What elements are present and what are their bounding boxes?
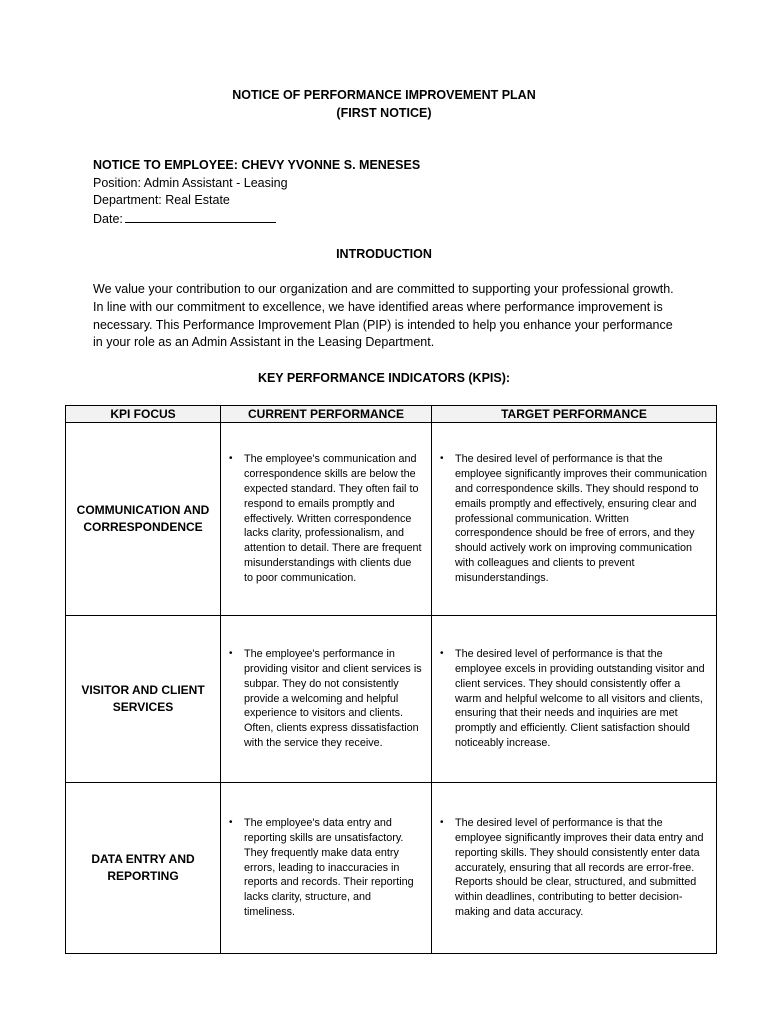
header-current-performance: CURRENT PERFORMANCE: [221, 406, 432, 423]
bullet-icon: •: [440, 817, 444, 829]
document-subtitle: (FIRST NOTICE): [336, 106, 432, 120]
target-performance-cell: [432, 423, 717, 616]
target-performance-cell: [432, 616, 717, 783]
bullet-icon: •: [440, 648, 444, 660]
table-header-row: [66, 406, 717, 423]
target-performance-cell: [432, 783, 717, 954]
current-performance-cell: [221, 783, 432, 954]
current-performance-text: The employee's performance in providing visitor and client services is subpar. They do not consistently provide a welcoming and helpful experience to visitors and clients. Often, clients express dissatisfaction with the service they receive.: [244, 648, 422, 749]
target-performance-text: The desired level of performance is that the employee excels in providing outstanding visitor and client services. They should consistently offer a warm and helpful welcome to all visitors and clients, ensuring that their needs and inquiries are met promptly and efficiently. Client satisfaction should noticeably increase.: [455, 648, 705, 749]
notice-to-employee: NOTICE TO EMPLOYEE: CHEVY YVONNE S. MENESES: [93, 158, 421, 172]
introduction-paragraph: We value your contribution to our organization and are committed to supporting your professional growth. In line with our commitment to excellence, we have identified areas where performance improvement is necessary. This Performance Improvement Plan (PIP) is intended to help you enhance your performance in your role as an Admin Assistant in the Leasing Department.: [93, 282, 674, 350]
header-target-performance: TARGET PERFORMANCE: [432, 406, 717, 423]
bullet-icon: •: [229, 817, 233, 829]
department-line: Department: Real Estate: [93, 193, 230, 207]
current-performance-text: The employee's communication and correspondence skills are below the expected standard. They often fail to respond to emails promptly and effectively. Written correspondence lacks clarity, professionalism, and attention to detail. There are frequent misunderstandings with clients due to poor communication.: [244, 453, 422, 584]
document-title: NOTICE OF PERFORMANCE IMPROVEMENT PLAN: [232, 88, 536, 102]
kpi-heading: KEY PERFORMANCE INDICATORS (KPIS):: [257, 371, 511, 385]
date-blank: [125, 210, 276, 223]
current-performance-text: The employee's data entry and reporting skills are unsatisfactory. They frequently make data entry errors, leading to inaccuracies in reports and records. Their reporting lacks clarity, structure, and timeliness.: [244, 817, 414, 918]
current-performance-cell: [221, 616, 432, 783]
date-line: [93, 210, 420, 229]
bullet-icon: •: [229, 648, 233, 660]
kpi-focus-cell: COMMUNICATION AND CORRESPONDENCE: [66, 423, 221, 616]
kpi-table: [65, 405, 717, 954]
position-line: Position: Admin Assistant - Leasing: [93, 175, 288, 190]
kpi-focus-cell: VISITOR AND CLIENT SERVICES: [66, 616, 221, 783]
employee-header: [93, 157, 420, 228]
table-row: [66, 616, 717, 783]
table-row: [66, 783, 717, 954]
bullet-icon: •: [229, 453, 233, 465]
target-performance-text: The desired level of performance is that the employee significantly improves their communication and correspondence skills. They should respond to emails promptly and effectively, ensuring clear and professional communication. Written correspondence should be free of errors, and they should actively work on improving communication with colleagues and clients to prevent misunderstandings.: [455, 453, 708, 584]
kpi-focus-cell: DATA ENTRY AND REPORTING: [66, 783, 221, 954]
table-row: [66, 423, 717, 616]
current-performance-cell: [221, 423, 432, 616]
date-label: Date:: [93, 211, 123, 226]
introduction-heading: INTRODUCTION: [336, 247, 432, 261]
header-kpi-focus: KPI FOCUS: [66, 406, 221, 423]
bullet-icon: •: [440, 453, 444, 465]
target-performance-text: The desired level of performance is that the employee significantly improves their data entry and reporting skills. They should consistently enter data accurately, ensuring that all records are error-free. Reports should be clear, structured, and submitted within deadlines, contributing to better decision-making and data accuracy.: [455, 817, 704, 918]
